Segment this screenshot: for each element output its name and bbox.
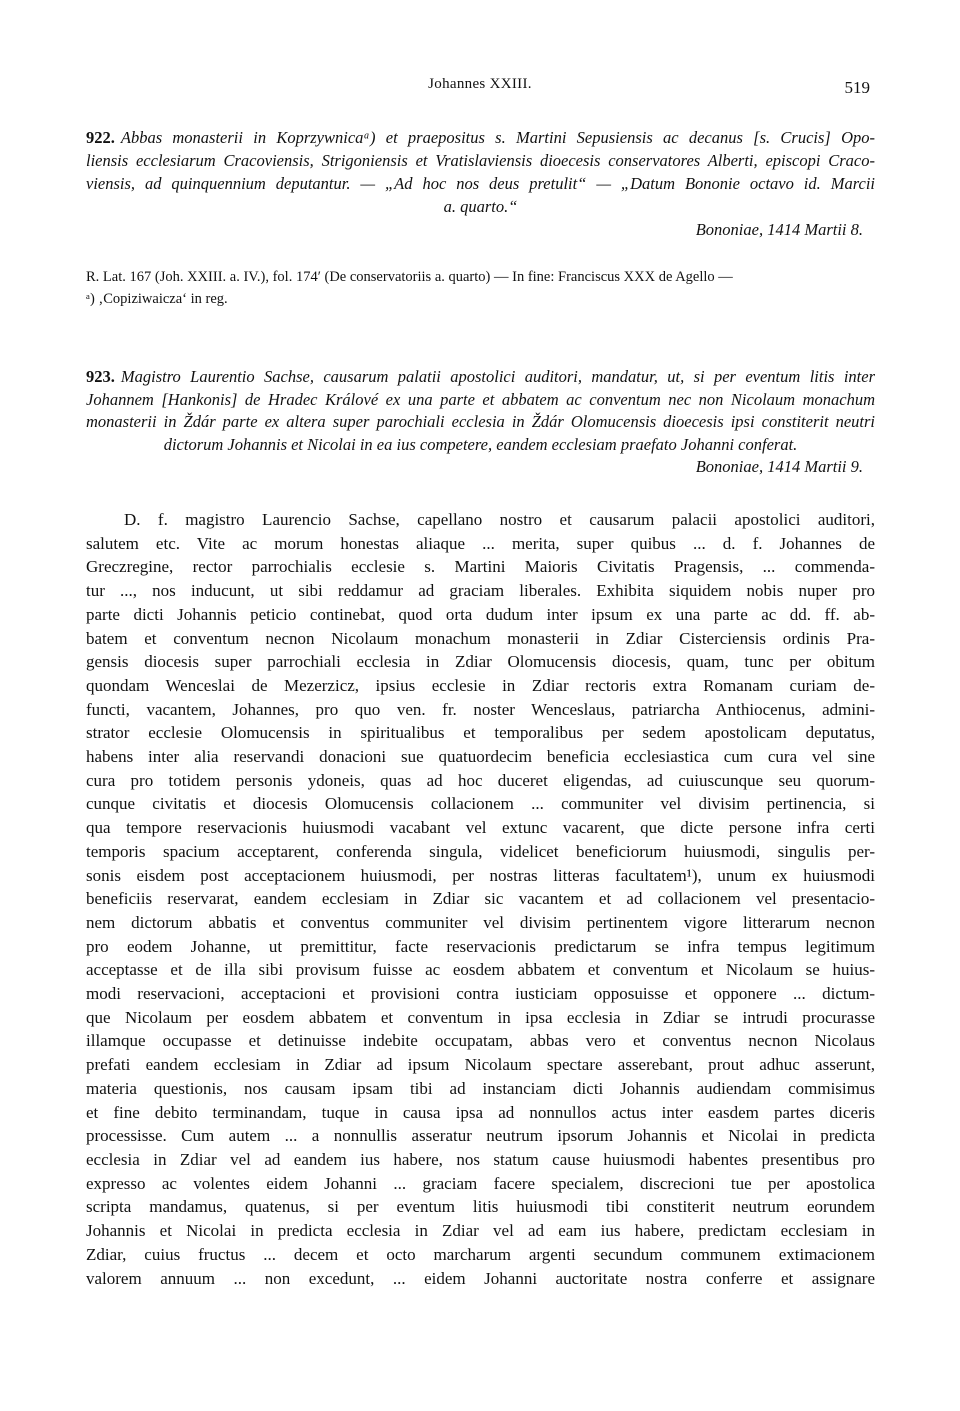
body-line: qua tempore reservacionis huiusmodi vacabant vel extunc vacarent, que dicte persone infra certi: [86, 818, 875, 838]
entry-923-body: [86, 508, 875, 1290]
entry-number: 922.: [86, 128, 115, 147]
entry-923-summary: [86, 366, 875, 479]
body-line: prefati eandem ecclesiam in Zdiar ad ipsum Nicolaum spectare asserebant, prout adhuc asserunt,: [86, 1055, 875, 1075]
body-line: parte dicti Johannis peticio continebat, quod orta dudum inter ipsum ex una parte ac dd. ff. ab-: [86, 604, 875, 624]
body-line: que Nicolaum per eosdem abbatem et conventum in ipsa ecclesia in Zdiar se intrudi procurasse: [86, 1007, 875, 1027]
body-line: valorem annuum ... non excedunt, ... eidem Johanni auctoritate nostra conferre et assignare: [86, 1268, 875, 1288]
summary-line: viensis, ad quinquennium deputantur. — „Ad hoc nos deus pretulit“ — „Datum Bononie octavo id. Marcii: [86, 174, 875, 193]
body-line: cunque civitatis et diocesis Olomucensis collacionem ... communiter vel divisim pertinencia, si: [86, 794, 875, 814]
summary-line: monasterii in Ždár parte ex altera super parochiali ecclesia in Ždár Olomucensis dioecesis ipsi constiterit neutri: [86, 412, 875, 431]
body-line: sonis eisdem post acceptacionem huiusmodi, per nostras litteras facultatem¹), unum ex huiusmodi: [86, 865, 875, 885]
body-line: scripta mandamus, quatenus, si per eventum litis huiusmodi tibi constiterit neutrum eorundem: [86, 1197, 875, 1217]
running-title: Johannes XXIII.: [428, 76, 532, 92]
body-line: modi reservacioni, acceptacioni et provisioni contra iusticiam opposuisse et opponere ... dictum-: [86, 984, 875, 1004]
body-line: tur ..., nos inducunt, ut sibi reddamur ad graciam liberales. Exhibita siquidem nobis nuper pro: [86, 581, 875, 601]
body-line: Greczregine, rector parrochialis ecclesie s. Martini Maioris Civitatis Pragensis, ... commenda-: [86, 557, 875, 577]
body-line: illamque occupasse et detinuisse indebite occupatam, abbas vero et conventus necnon Nicolaus: [86, 1031, 875, 1051]
body-line: ecclesia in Zdiar vel ad eandem ius habere, nos statum cause huiusmodi habentes presentibus pro: [86, 1149, 875, 1169]
body-line: habens inter alia reservandi donacioni sue quatuordecim beneficia ecclesiastica cum cura vel sine: [86, 747, 875, 767]
body-line: gensis diocesis super parrochiali ecclesia in Zdiar Olomucensis diocesis, quam, tunc per obitum: [86, 652, 875, 672]
body-line: quondam Wenceslai de Mezerzicz, ipsius ecclesie in Zdiar rectoris extra Romanam curiam de-: [86, 675, 875, 695]
body-line: salutem etc. Vite ac morum honestas aliaque ... merita, super quibus ... d. f. Johannes de: [86, 533, 875, 553]
body-line: et fine debito terminandam, tuque in causa ipsa ad nonnullos actus inter easdem partes diceris: [86, 1102, 875, 1122]
summary-line: Johannem [Hankonis] de Hradec Králové ex una parte et abbatem ac conventum nec non Nicolaum monachum: [86, 389, 875, 409]
summary-line: 923. Magistro Laurentio Sachse, causarum palatii apostolici auditori, mandatur, ut, si per eventum litis inter: [86, 367, 875, 386]
summary-line: liensis ecclesiarum Cracoviensis, Strigoniensis et Vratislaviensis dioecesis conservatores Alberti, episcopi Craco-: [86, 151, 875, 170]
body-line: expresso ac volentes eidem Johanni ... graciam facere specialem, discrecioni tue per apostolica: [86, 1173, 875, 1193]
running-header: [0, 74, 960, 98]
source-reference: R. Lat. 167 (Joh. XXIII. a. IV.), fol. 174′ (De conservatoriis a. quarto) — In fine: Franciscus XXX de Agello —: [86, 269, 733, 285]
body-line: temporis spacium acceptarent, conferenda singula, videlicet beneficiorum huiusmodi, singulis per-: [86, 841, 875, 861]
entry-date: Bononiae, 1414 Martii 8.: [695, 220, 863, 239]
body-line: D. f. magistro Laurencio Sachse, capellano nostro et causarum palacii apostolici auditori,: [124, 510, 875, 529]
body-line: acceptasse et de illa sibi provisum fuisse ac eosdem abbatem et conventum et Nicolaum se huius-: [86, 960, 875, 980]
body-line: cura pro totidem personis ydoneis, quas ad hoc duceret eligendas, ad cuiuscunque seu quorum-: [86, 770, 875, 790]
body-line: Zdiar, cuius fructus ... decem et octo marcharum argenti secundum communem extimacionem: [86, 1244, 875, 1264]
body-line: strator ecclesie Olomucensis in spiritualibus et temporalibus per sedem apostolicam deputatus,: [86, 723, 875, 743]
entry-922-source: [86, 266, 875, 310]
entry-number: 923.: [86, 367, 115, 386]
summary-line: a. quarto.“: [443, 197, 518, 216]
entry-date: Bononiae, 1414 Martii 9.: [695, 457, 863, 476]
summary-line: dictorum Johannis et Nicolai in ea ius competere, eandem ecclesiam praefato Johanni conferat.: [163, 434, 798, 454]
body-line: materia questionis, nos causam ipsam tibi ad instanciam dicti Johannis audiendam commisimus: [86, 1078, 875, 1098]
page-number: 519: [844, 78, 870, 97]
body-line: processisse. Cum autem ... a nonnullis asseratur neutrum ipsorum Johannis et Nicolai in predicta: [86, 1126, 875, 1146]
body-line: Johannis et Nicolai in predicta ecclesia in Zdiar vel ad eam ius habere, predictam ecclesiam in: [86, 1221, 875, 1241]
body-line: batem et conventum necnon Nicolaum monachum monasterii in Zdiar Cisterciensis ordinis Pra-: [86, 628, 875, 648]
body-line: nem dictorum abbatis et conventus communiter vel divisim pertinentem vigore litterarum necnon: [86, 912, 875, 932]
footnote: ᵃ) ‚Copiziwaicza‘ in reg.: [86, 291, 228, 307]
body-line: functi, vacantem, Johannes, pro quo ven. fr. noster Wenceslaus, patriarcha Anthiocenus, admini-: [86, 699, 875, 719]
entry-922-summary: [86, 126, 875, 241]
summary-line: 922. Abbas monasterii in Koprzywnicaᵃ) et praepositus s. Martini Sepusiensis ac decanus [s. Crucis] Opo-: [86, 128, 875, 147]
body-line: beneficiis reservarat, eandem ecclesiam in Zdiar sic vacantem et ad collacionem vel presentacio-: [86, 889, 875, 909]
body-line: pro eodem Johanne, ut premittitur, facte reservacionis predictarum se infra tempus legitimum: [86, 936, 875, 956]
